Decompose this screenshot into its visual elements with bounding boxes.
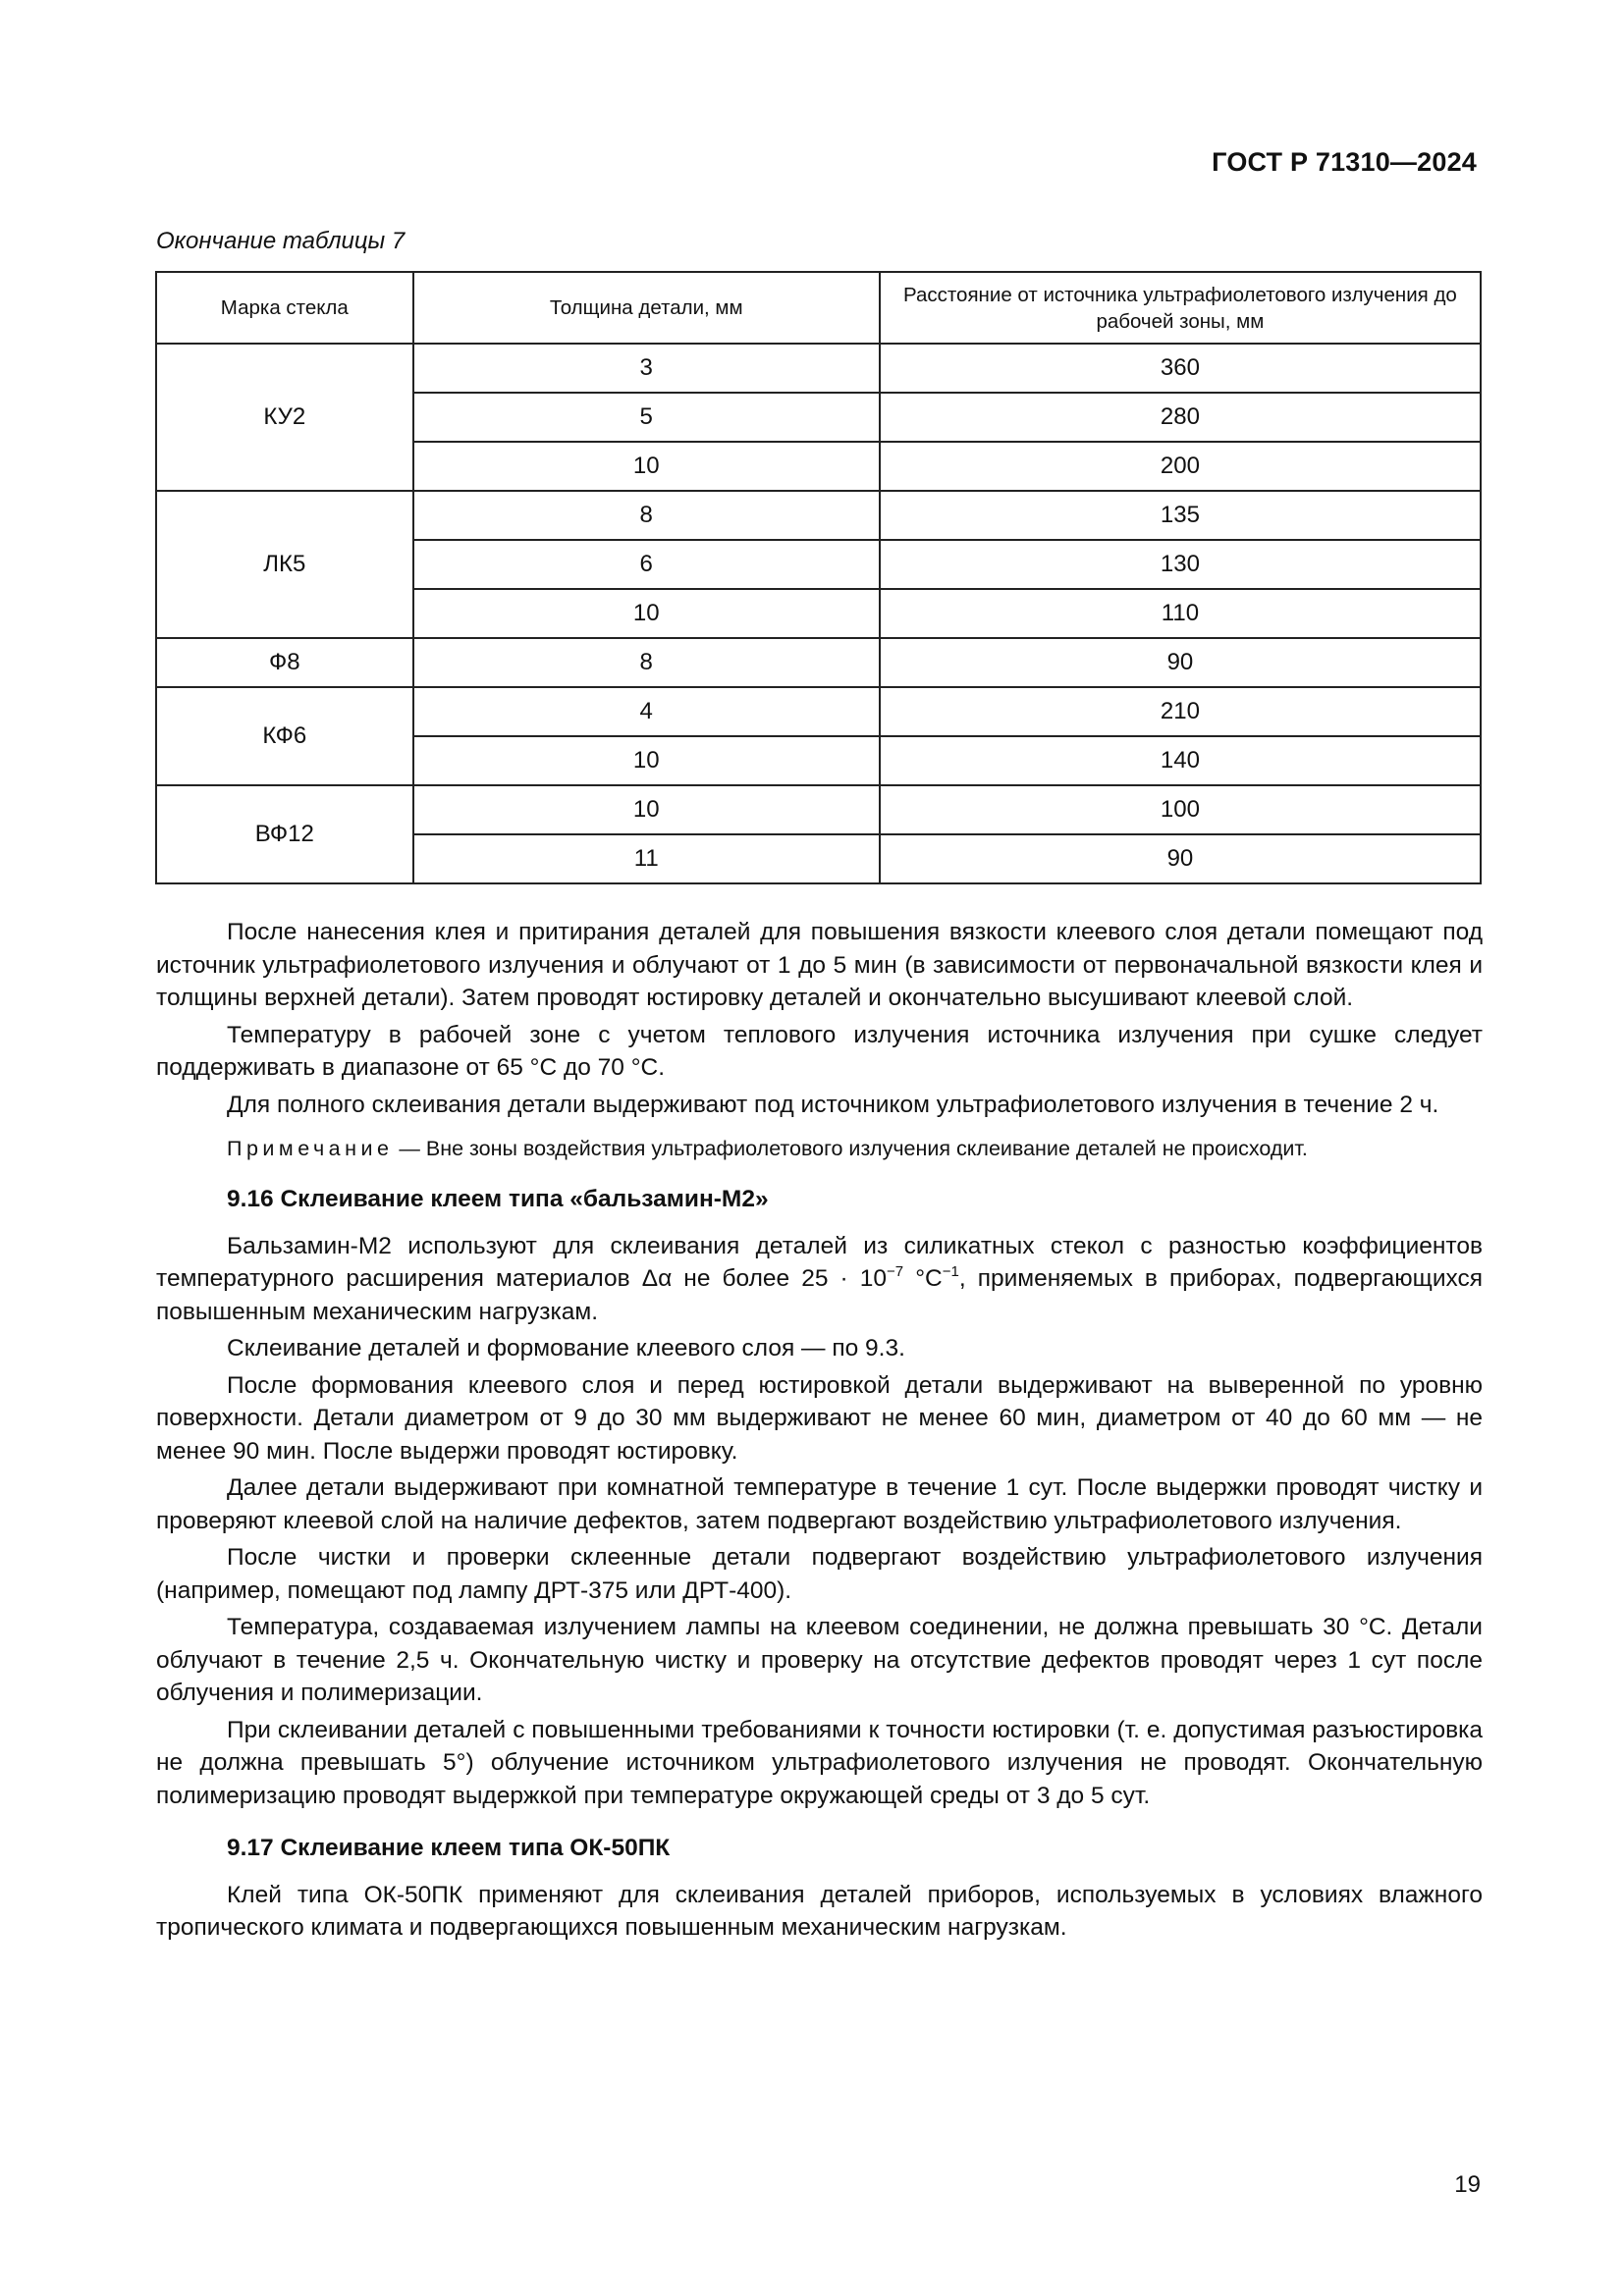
paragraph: При склеивании деталей с повышенными требованиями к точности юстировки (т. е. допустимая разъюстировка не должна превышать 5°) облучение источником ультрафиолетового излучения не проводят. Окончательную полимеризацию проводят выдержкой при температуре окружающей среды от 3 до 5 сут. [156,1716,1483,1809]
note [156,1134,1483,1163]
thickness-cell: 8 [413,638,880,687]
distance-cell: 100 [880,785,1481,834]
distance-cell: 200 [880,442,1481,491]
distance-cell: 135 [880,491,1481,540]
glass-grade-cell: ВФ12 [156,785,413,883]
paragraph-text: Бальзамин-М2 используют для склеивания деталей из силикатных стекол с разностью коэффициентов температурного расширения материалов Δα не более 25 · 10 [156,1232,1483,1292]
section-heading-9-17: 9.17 Склеивание клеем типа ОК-50ПК [227,1835,671,1861]
note-label: Примечание [227,1137,394,1160]
thickness-cell: 4 [413,687,880,736]
table-header-row [156,272,1481,344]
paragraph: Температуру в рабочей зоне с учетом теплового излучения источника излучения при сушке следует поддерживать в диапазоне от 65 °С до 70 °С. [156,1021,1483,1081]
thickness-cell: 10 [413,785,880,834]
glass-grade-cell: ЛК5 [156,491,413,638]
section-heading-9-16: 9.16 Склеивание клеем типа «бальзамин-М2» [227,1186,769,1212]
thickness-cell: 11 [413,834,880,883]
table-row [156,638,1481,687]
distance-cell: 90 [880,834,1481,883]
document-code: ГОСТ Р 71310—2024 [1212,147,1477,177]
table-row [156,344,1481,393]
exponent: −1 [942,1263,959,1280]
column-header-grade: Марка стекла [156,272,413,344]
distance-cell: 90 [880,638,1481,687]
column-header-thickness: Толщина детали, мм [413,272,880,344]
table-row [156,491,1481,540]
thickness-cell: 10 [413,589,880,638]
thickness-cell: 6 [413,540,880,589]
paragraph: Далее детали выдерживают при комнатной температуре в течение 1 сут. После выдержки проводят чистку и проверяют клеевой слой на наличие дефектов, затем подвергают воздействию ультрафиолетового излучения. [156,1474,1483,1534]
glass-distance-table [155,271,1482,884]
glass-grade-cell: КФ6 [156,687,413,785]
paragraph: Клей типа ОК-50ПК применяют для склеивания деталей приборов, используемых в условиях влажного тропического климата и подвергающихся повышенным механическим нагрузкам. [156,1881,1483,1941]
exponent: −7 [887,1263,904,1280]
paragraph: Температура, создаваемая излучением лампы на клеевом соединении, не должна превышать 30 °С. Детали облучают в течение 2,5 ч. Окончательную чистку и проверку на отсутствие дефектов проводят через 1 сут после облучения и полимеризации. [156,1614,1483,1706]
paragraph-text: , применяемых в приборах, подвергающихся повышенным механическим нагрузкам. [156,1265,1483,1325]
paragraph: После чистки и проверки склеенные детали подвергают воздействию ультрафиолетового излучения (например, помещают под лампу ДРТ-375 или ДРТ-400). [156,1544,1483,1604]
distance-cell: 140 [880,736,1481,785]
paragraph: После нанесения клея и притирания деталей для повышения вязкости клеевого слоя детали помещают под источник ультрафиолетового излучения и облучают от 1 до 5 мин (в зависимости от первоначальной вязкости клея и толщины верхней детали). Затем проводят юстировку деталей и окончательно высушивают клеевой слой. [156,919,1483,1011]
thickness-cell: 3 [413,344,880,393]
thickness-cell: 10 [413,736,880,785]
table-caption: Окончание таблицы 7 [156,228,406,254]
paragraph: Для полного склеивания детали выдерживают под источником ультрафиолетового излучения в течение 2 ч. [227,1091,1439,1118]
distance-cell: 210 [880,687,1481,736]
distance-cell: 360 [880,344,1481,393]
distance-cell: 110 [880,589,1481,638]
thickness-cell: 8 [413,491,880,540]
note-text: — Вне зоны воздействия ультрафиолетового излучения склеивание деталей не происходит. [393,1137,1308,1160]
table-row [156,785,1481,834]
paragraph-text: °С [903,1265,943,1292]
distance-cell: 130 [880,540,1481,589]
paragraph: Склеивание деталей и формование клеевого слоя — по 9.3. [227,1335,905,1362]
table-row [156,687,1481,736]
glass-grade-cell: КУ2 [156,344,413,491]
body-text [156,916,1483,1945]
distance-cell: 280 [880,393,1481,442]
thickness-cell: 5 [413,393,880,442]
glass-grade-cell: Ф8 [156,638,413,687]
paragraph [156,1230,1483,1329]
paragraph: После формования клеевого слоя и перед юстировкой детали выдерживают на выверенной по уровню поверхности. Детали диаметром от 9 до 30 мм выдерживают не менее 60 мин, диаметром от 40 до 60 мм — не менее 90 мин. После выдержи проводят юстировку. [156,1371,1483,1465]
page-number: 19 [1454,2171,1481,2198]
thickness-cell: 10 [413,442,880,491]
column-header-distance: Расстояние от источника ультрафиолетового излучения до рабочей зоны, мм [880,272,1481,344]
